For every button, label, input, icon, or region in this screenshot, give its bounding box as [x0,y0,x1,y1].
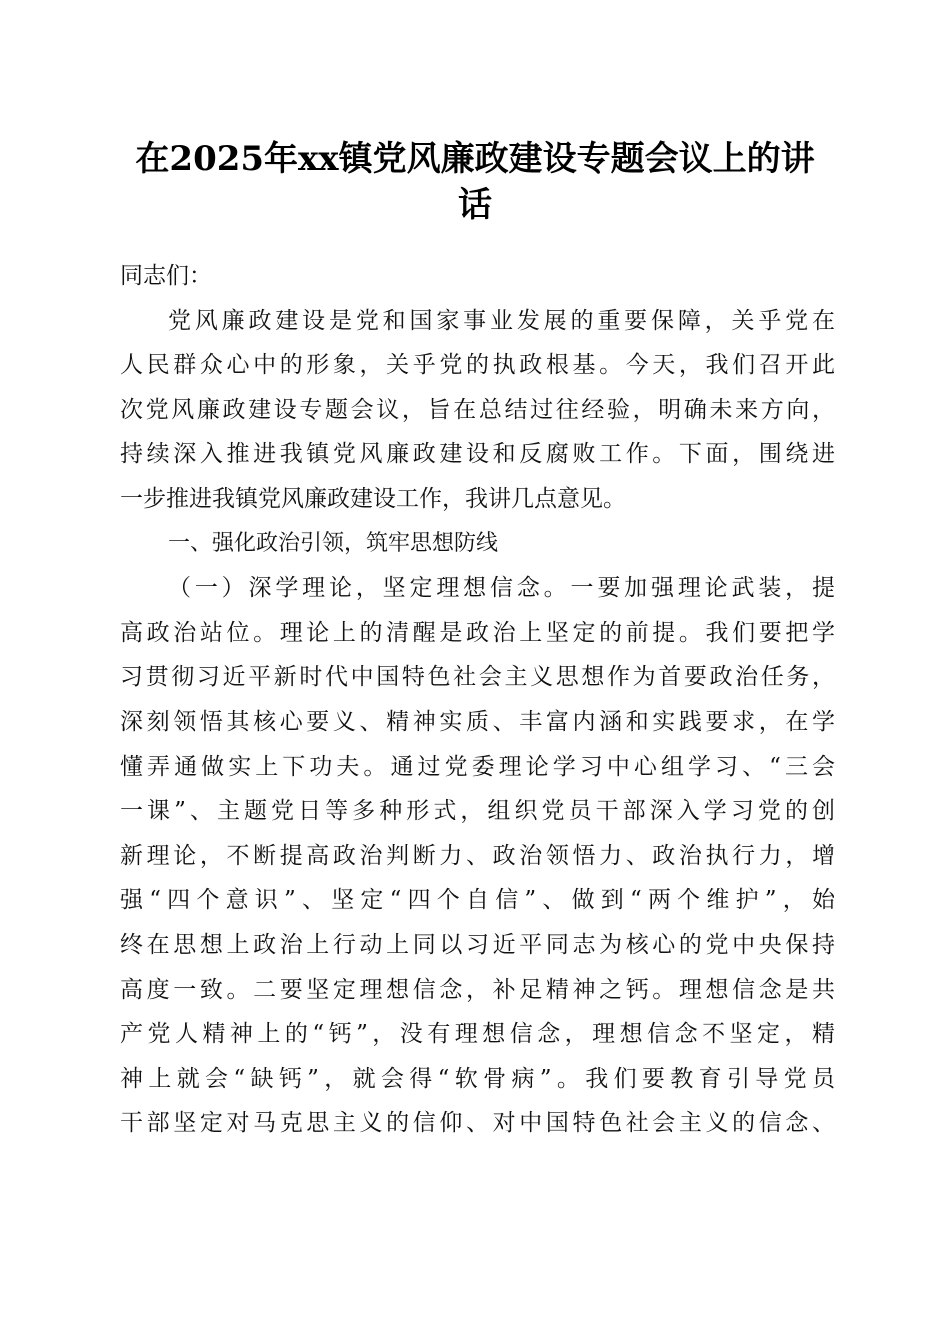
title-line-1: 在2025年xx镇党风廉政建设专题会议上的讲 [135,139,815,179]
document-body [120,254,835,1146]
paragraph-line: 次党风廉政建设专题会议，旨在总结过往经验，明确未来方向， [120,396,835,423]
paragraph-line: 懂弄通做实上下功夫。通过党委理论学习中心组学习、“三会 [120,753,835,780]
section-heading: 一、强化政治引领，筑牢思想防线 [168,530,499,556]
paragraph-line: 新理论，不断提高政治判断力、政治领悟力、政治执行力，增 [120,842,835,869]
paragraph-line: 党风廉政建设是党和国家事业发展的重要保障，关乎党在 [168,307,835,334]
title-line-2: 话 [458,185,492,225]
paragraph-line: 一步推进我镇党风廉政建设工作，我讲几点意见。 [120,485,626,512]
paragraph-line: 高政治站位。理论上的清醒是政治上坚定的前提。我们要把学 [120,619,835,646]
paragraph-line: 高度一致。二要坚定理想信念，补足精神之钙。理想信念是共 [120,976,835,1003]
paragraph-line: 干部坚定对马克思主义的信仰、对中国特色社会主义的信念、 [120,1110,835,1137]
paragraph-line: 人民群众心中的形象，关乎党的执政根基。今天，我们召开此 [120,352,835,379]
paragraph-line: 神上就会“缺钙”，就会得“软骨病”。我们要教育引导党员 [120,1065,835,1092]
paragraph-line: 强“四个意识”、坚定“四个自信”、做到“两个维护”，始 [120,887,835,914]
paragraph-line: 习贯彻习近平新时代中国特色社会主义思想作为首要政治任务， [120,664,835,691]
paragraph-line: 一课”、主题党日等多种形式，组织党员干部深入学习党的创 [120,798,835,825]
salutation: 同志们： [120,263,212,289]
paragraph-line: 持续深入推进我镇党风廉政建设和反腐败工作。下面，围绕进 [120,441,835,468]
paragraph-line: （一）深学理论，坚定理想信念。一要加强理论武装，提 [168,575,835,602]
paragraph-line: 终在思想上政治上行动上同以习近平同志为核心的党中央保持 [120,931,835,958]
paragraph-line: 产党人精神上的“钙”，没有理想信念，理想信念不坚定，精 [120,1021,835,1048]
document-title [110,136,840,228]
paragraph-line: 深刻领悟其核心要义、精神实质、丰富内涵和实践要求，在学 [120,708,835,735]
